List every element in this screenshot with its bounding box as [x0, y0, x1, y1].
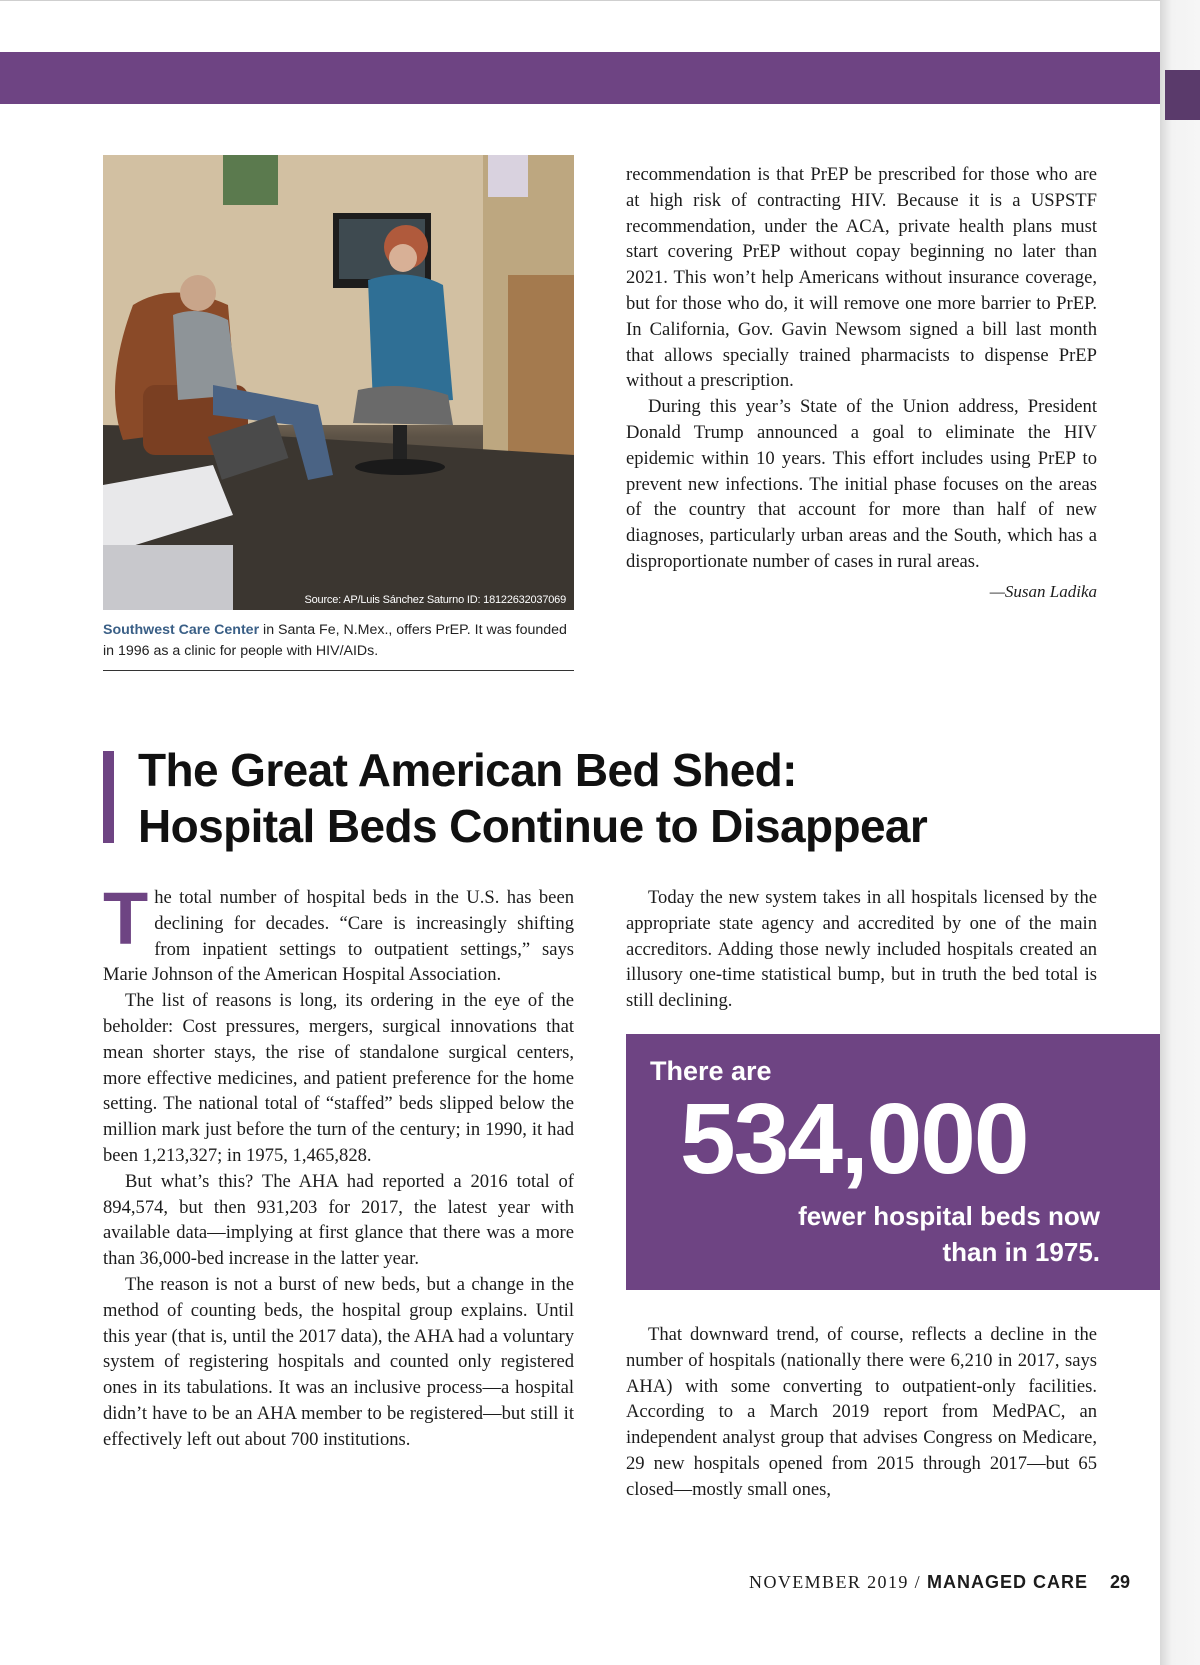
prep-paragraph: recommendation is that PrEP be prescribed for those who are at high risk of contracting HIV. Because it is a USPSTF recommendation, under the ACA, private health plans must start covering PrEP without copay beginning no later than 2021. This won’t help Americans without insurance coverage, but for those who do, it will remove one more barrier to PrEP. In California, Gov. Gavin Newsom signed a bill last month that allows specially trained pharmacists to dispense PrEP without a prescription. — [626, 164, 1097, 392]
page-footer — [600, 1572, 1130, 1593]
header-band — [0, 52, 1160, 104]
caption-text: in Santa Fe, N.Mex., offers PrEP. It was founded in 1996 as a clinic for people with HIV/AIDs. — [103, 622, 567, 659]
photo-caption — [103, 620, 574, 671]
pull-quote-line-1: fewer hospital beds now — [798, 1201, 1100, 1231]
pull-quote-text — [680, 1198, 1100, 1270]
article-column-right-bottom — [626, 1322, 1097, 1503]
article-paragraph: But what’s this? The AHA had reported a 2016 total of 894,574, but then 931,203 for 2017, the latest year with available data—implying at first glance that there was a more than 36,000-bed increase in the latter year. — [103, 1170, 574, 1270]
edge-tab — [1165, 70, 1200, 120]
page-edge — [1160, 0, 1200, 1665]
headline-accent-bar — [103, 751, 114, 843]
pull-quote — [626, 1034, 1160, 1290]
pull-quote-number: 534,000 — [680, 1083, 1028, 1195]
caption-name: Southwest Care Center — [103, 622, 260, 638]
pull-quote-line-2: than in 1975. — [942, 1237, 1100, 1267]
headline-line-2: Hospital Beds Continue to Disappear — [138, 800, 928, 852]
byline: —Susan Ladika — [989, 581, 1097, 601]
article-paragraph: The reason is not a burst of new beds, but a change in the method of counting beds, the hospital group explains. Until this year (that is, until the 2017 data), the AHA had a voluntary system of registering hospitals and counted only registered ones in its tabulations. It was an inclusive process—a hospital didn’t have to be an AHA member to be registered—but still it effectively left out about 700 institutions. — [103, 1273, 574, 1450]
article-headline — [138, 742, 1098, 854]
drop-cap: T — [103, 877, 149, 960]
photo-source: Source: AP/Luis Sánchez Saturno ID: 18122632037069 — [304, 594, 566, 606]
top-rule — [0, 0, 1160, 1]
pull-quote-intro: There are — [650, 1056, 772, 1086]
prep-paragraph: During this year’s State of the Union address, President Donald Trump announced a goal to eliminate the HIV epidemic within 10 years. This effort includes using PrEP to prevent new infections. The initial phase focuses on the areas of the country that account for more than half of new diagnoses, particularly urban areas and the South, which has a disproportionate number of cases in rural areas. — [626, 396, 1097, 572]
article-paragraph-text: he total number of hospital beds in the U.S. has been declining for decades. “Care is increasingly shifting from inpatient settings to outpatient settings,” says Marie Johnson of the American Hospital Association. — [103, 887, 574, 986]
prep-article-column — [626, 162, 1097, 605]
page-number: 29 — [1109, 1572, 1130, 1592]
article-paragraph — [103, 877, 574, 988]
footer-issue: NOVEMBER 2019 / — [749, 1572, 927, 1592]
article-paragraph: That downward trend, of course, reflects a decline in the number of hospitals (nationally there were 6,210 in 2017, says AHA) with some converting to outpatient-only facilities. According to a March 2019 report from MedPAC, an independent analyst group that advises Congress on Medicare, 29 new hospitals opened from 2015 through 2017—but 65 closed—mostly small ones, — [626, 1324, 1097, 1500]
article-column-left — [103, 877, 574, 1453]
clinic-photo — [103, 155, 574, 610]
footer-magazine: MANAGED CARE — [926, 1572, 1088, 1592]
article-paragraph: The list of reasons is long, its ordering in the eye of the beholder: Cost pressures, mergers, surgical innovations that mean shorter stays, the rise of standalone surgical centers, more effective medicines, and patient preference for the home setting. The national total of “staffed” beds slipped below the million mark just before the turn of the century; in 1990, it had been 1,213,327; in 1975, 1,465,828. — [103, 990, 574, 1166]
clinic-photo-illustration — [103, 155, 574, 610]
article-paragraph: Today the new system takes in all hospitals licensed by the appropriate state agency and accredited by one of the main accreditors. Adding those newly included hospitals created an illusory one-time statistical bump, but in truth the bed total is still declining. — [626, 887, 1097, 1012]
article-column-right-top — [626, 885, 1097, 1014]
headline-line-1: The Great American Bed Shed: — [138, 744, 797, 796]
